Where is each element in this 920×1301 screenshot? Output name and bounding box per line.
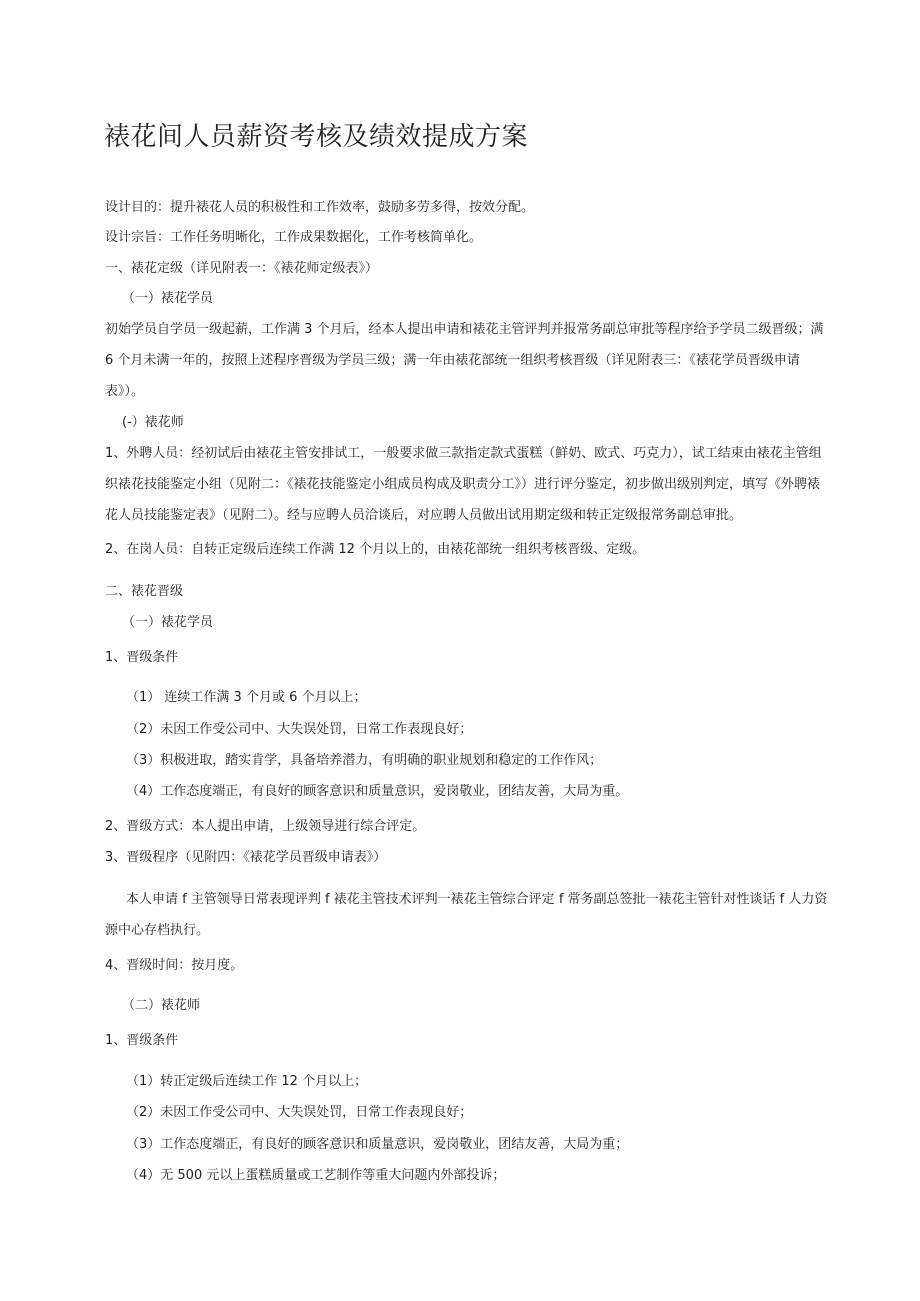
section-2-subheading-trainee: （一）裱花学员 (122, 615, 214, 630)
list-item: 2、在岗人员：自转正定级后连续工作满 12 个月以上的，由裱花部统一组织考核晋级、定级。 (105, 542, 646, 557)
list-item: （4）工作态度端正，有良好的顾客意识和质量意识，爱岗敬业，团结友善，大局为重。 (126, 784, 629, 799)
paragraph-line: 表》）。 (105, 384, 145, 399)
design-purpose: 设计目的：提升裱花人员的积极性和工作效率，鼓励多劳多得，按效分配。 (105, 200, 535, 215)
list-item: （4）无 500 元以上蛋糕质量或工艺制作等重大问题内外部投诉； (126, 1168, 506, 1183)
list-item: （2）未因工作受公司中、大失误处罚，日常工作表现良好； (126, 722, 473, 737)
page-title: 裱花间人员薪资考核及绩效提成方案 (104, 122, 529, 152)
design-principle: 设计宗旨：工作任务明晰化，工作成果数据化，工作考核简单化。 (105, 230, 483, 245)
paragraph-line: 花人员技能鉴定表》（见附二）。经与应聘人员洽谈后，对应聘人员做出试用期定级和转正定级报常务副总审批。 (105, 508, 743, 523)
section-1-heading: 一、裱花定级（详见附表一：《裱花师定级表》） (105, 261, 379, 276)
section-2-heading: 二、裱花晋级 (105, 584, 184, 599)
list-item: 3、晋级程序（见附四：《裱花学员晋级申请表》） (105, 850, 387, 865)
list-item: 4、晋级时间：按月度。 (105, 958, 244, 973)
list-item: （1）转正定级后连续工作 12 个月以上； (126, 1074, 368, 1089)
list-item: （1） 连续工作满 3 个月或 6 个月以上； (126, 690, 367, 705)
list-item: 1、晋级条件 (105, 650, 179, 665)
list-item: 1、晋级条件 (105, 1033, 179, 1048)
list-item: （3）积极进取，踏实肯学，具备培养潜力，有明确的职业规划和稳定的工作作风； (126, 753, 603, 768)
paragraph-line: 6 个月未满一年的，按照上述程序晋级为学员三级；满一年由裱花部统一组织考核晋级（详见附表三：《裱花学员晋级申请 (105, 353, 800, 368)
list-item: （3）工作态度端正，有良好的顾客意识和质量意识，爱岗敬业，团结友善，大局为重； (126, 1137, 629, 1152)
paragraph-line: 本人申请 f 主管领导日常表现评判 f 裱花主管技术评判一裱花主管综合评定 f 常务副总签批一裱花主管针对性谈话 f 人力资 (126, 892, 828, 907)
paragraph-line: 初始学员自学员一级起薪，工作满 3 个月后，经本人提出申请和裱花主管评判并报常务副总审批等程序给予学员二级晋级；满 (105, 322, 824, 337)
paragraph-line: 织裱花技能鉴定小组（见附二：《裱花技能鉴定小组成员构成及职责分工》）进行评分鉴定，初步做出级别判定，填写《外聘裱 (105, 477, 821, 492)
list-item: （2）未因工作受公司中、大失误处罚，日常工作表现良好； (126, 1105, 473, 1120)
section-1-subheading-decorator: (-）裱花师 (122, 415, 184, 430)
section-2-subheading-decorator: （二）裱花师 (122, 998, 201, 1013)
paragraph-line: 源中心存档执行。 (105, 923, 210, 938)
list-item: 2、晋级方式：本人提出申请，上级领导进行综合评定。 (105, 819, 426, 834)
section-1-subheading-trainee: （一）裱花学员 (122, 291, 214, 306)
paragraph-line: 1、外聘人员：经初试后由裱花主管安排试工，一般要求做三款指定款式蛋糕（鲜奶、欧式、巧克力），试工结束由裱花主管组 (105, 446, 822, 461)
